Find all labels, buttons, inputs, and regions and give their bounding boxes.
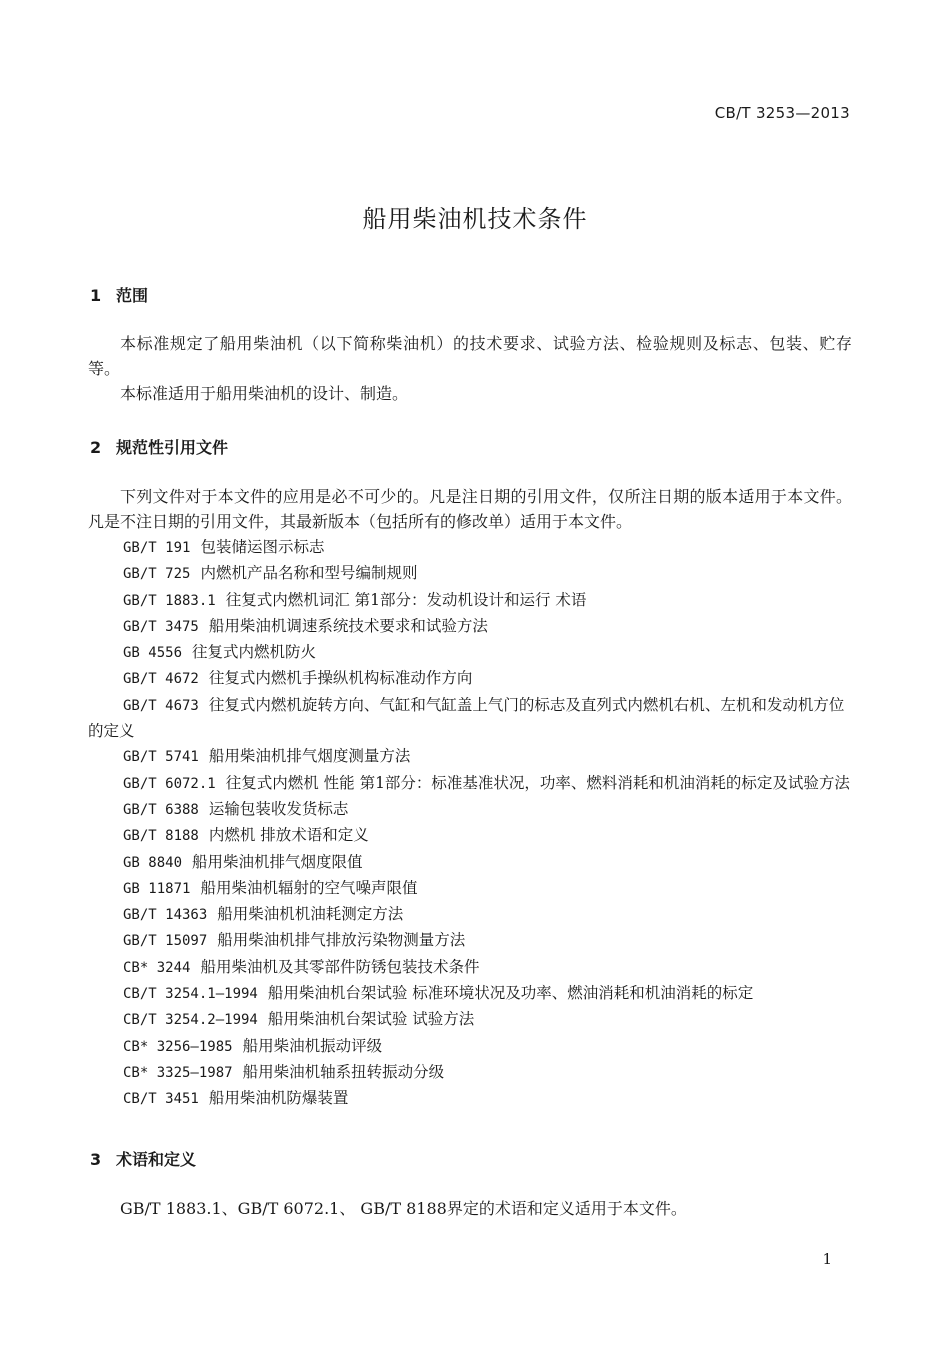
reference-title: 船用柴油机排气烟度测量方法: [208, 747, 411, 766]
scope-paragraph-2: 本标准适用于船用柴油机的设计、制造。: [120, 384, 409, 403]
reference-title: 船用柴油机台架试验 试验方法: [267, 1010, 475, 1029]
reference-title: 往复式内燃机手操纵机构标准动作方向: [208, 669, 473, 688]
section-number: 1: [90, 286, 102, 305]
reference-item: [88, 693, 852, 745]
reference-code: CB/T 3451: [123, 1091, 199, 1108]
reference-item: [88, 823, 852, 849]
reference-code: GB 8840: [123, 854, 183, 871]
reference-title: 船用柴油机及其零部件防锈包装技术条件: [200, 957, 480, 976]
reference-title: 船用柴油机轴系扭转振动分级: [242, 1062, 445, 1081]
section-number: 3: [90, 1150, 102, 1169]
reference-code: GB/T 15097: [123, 933, 208, 950]
reference-item: [88, 588, 852, 614]
reference-item: [88, 561, 852, 587]
reference-code: GB/T 6388: [123, 801, 199, 818]
references-intro: 下列文件对于本文件的应用是必不可少的。凡是注日期的引用文件，仅所注日期的版本适用于本文件。凡是不注日期的引用文件，其最新版本（包括所有的修改单）适用于本文件。: [88, 487, 852, 531]
section-3-heading: [90, 1147, 196, 1170]
reference-code: GB/T 4673: [123, 697, 199, 714]
reference-title: 往复式内燃机防火: [192, 643, 317, 662]
reference-code: GB/T 14363: [123, 907, 208, 924]
scope-paragraph-1: 本标准规定了船用柴油机（以下简称柴油机）的技术要求、试验方法、检验规则及标志、包装、贮存等。: [88, 334, 852, 378]
reference-item: [88, 640, 852, 666]
reference-title: 运输包装收发货标志: [208, 799, 349, 818]
reference-code: CB/T 3254.2—1994: [123, 1012, 258, 1029]
section-1-heading: [90, 283, 148, 306]
reference-title: 内燃机产品名称和型号编制规则: [200, 564, 418, 583]
reference-code: CB* 3325—1987: [123, 1064, 233, 1081]
reference-title: 船用柴油机调速系统技术要求和试验方法: [208, 616, 488, 635]
reference-code: GB/T 1883.1: [123, 592, 216, 609]
reference-code: GB/T 725: [123, 566, 191, 583]
reference-item: [88, 614, 852, 640]
reference-code: CB/T 3254.1—1994: [123, 986, 258, 1003]
reference-code: GB/T 6072.1: [123, 775, 216, 792]
reference-item: [88, 981, 852, 1007]
reference-item: [88, 797, 852, 823]
reference-code: CB* 3244: [123, 959, 191, 976]
reference-item: [88, 1034, 852, 1060]
reference-item: [88, 928, 852, 954]
page-number: 1: [822, 1250, 832, 1268]
reference-title: 船用柴油机机油耗测定方法: [217, 905, 404, 924]
reference-item: [88, 535, 852, 561]
document-title: 船用柴油机技术条件: [362, 205, 588, 233]
reference-title: 船用柴油机振动评级: [242, 1036, 383, 1055]
reference-title: 船用柴油机台架试验 标准环境状况及功率、燃油消耗和机油消耗的标定: [267, 984, 754, 1003]
section-title: 规范性引用文件: [116, 438, 229, 457]
reference-code: GB/T 191: [123, 540, 191, 556]
reference-title: 船用柴油机排气烟度限值: [192, 852, 363, 871]
reference-code: GB/T 4672: [123, 671, 199, 688]
reference-title: 包装储运图示标志: [200, 538, 325, 556]
terms-paragraph: GB/T 1883.1、GB/T 6072.1、 GB/T 8188界定的术语和定义适用于本文件。: [120, 1199, 687, 1218]
reference-item: [88, 744, 852, 770]
section-2-heading: [90, 435, 228, 458]
reference-item: [88, 771, 852, 797]
section-title: 术语和定义: [116, 1150, 197, 1169]
reference-title: 船用柴油机防爆装置: [208, 1089, 349, 1108]
reference-title: 往复式内燃机旋转方向、气缸和气缸盖上气门的标志及直列式内燃机右机、左机和发动机方位的定义: [88, 695, 845, 741]
reference-item: [88, 902, 852, 928]
section-title: 范围: [116, 286, 149, 305]
reference-item: [88, 1060, 852, 1086]
reference-title: 往复式内燃机词汇 第1部分：发动机设计和运行 术语: [225, 590, 587, 609]
reference-code: GB 11871: [123, 880, 191, 897]
reference-code: GB/T 3475: [123, 618, 199, 635]
reference-item: [88, 876, 852, 902]
reference-item: [88, 1007, 852, 1033]
section-number: 2: [90, 438, 102, 457]
standard-code: CB/T 3253—2013: [714, 104, 850, 122]
reference-code: GB/T 8188: [123, 828, 199, 845]
reference-title: 内燃机 排放术语和定义: [208, 826, 369, 845]
reference-title: 往复式内燃机 性能 第1部分：标准基准状况，功率、燃料消耗和机油消耗的标定及试验方法: [225, 773, 850, 792]
reference-code: GB 4556: [123, 645, 183, 662]
normative-references-list: [88, 535, 852, 1113]
reference-code: GB/T 5741: [123, 749, 199, 766]
reference-item: [88, 955, 852, 981]
reference-item: [88, 1086, 852, 1112]
reference-item: [88, 666, 852, 692]
reference-item: [88, 850, 852, 876]
reference-title: 船用柴油机排气排放污染物测量方法: [217, 931, 466, 950]
reference-title: 船用柴油机辐射的空气噪声限值: [200, 878, 418, 897]
reference-code: CB* 3256—1985: [123, 1038, 233, 1055]
